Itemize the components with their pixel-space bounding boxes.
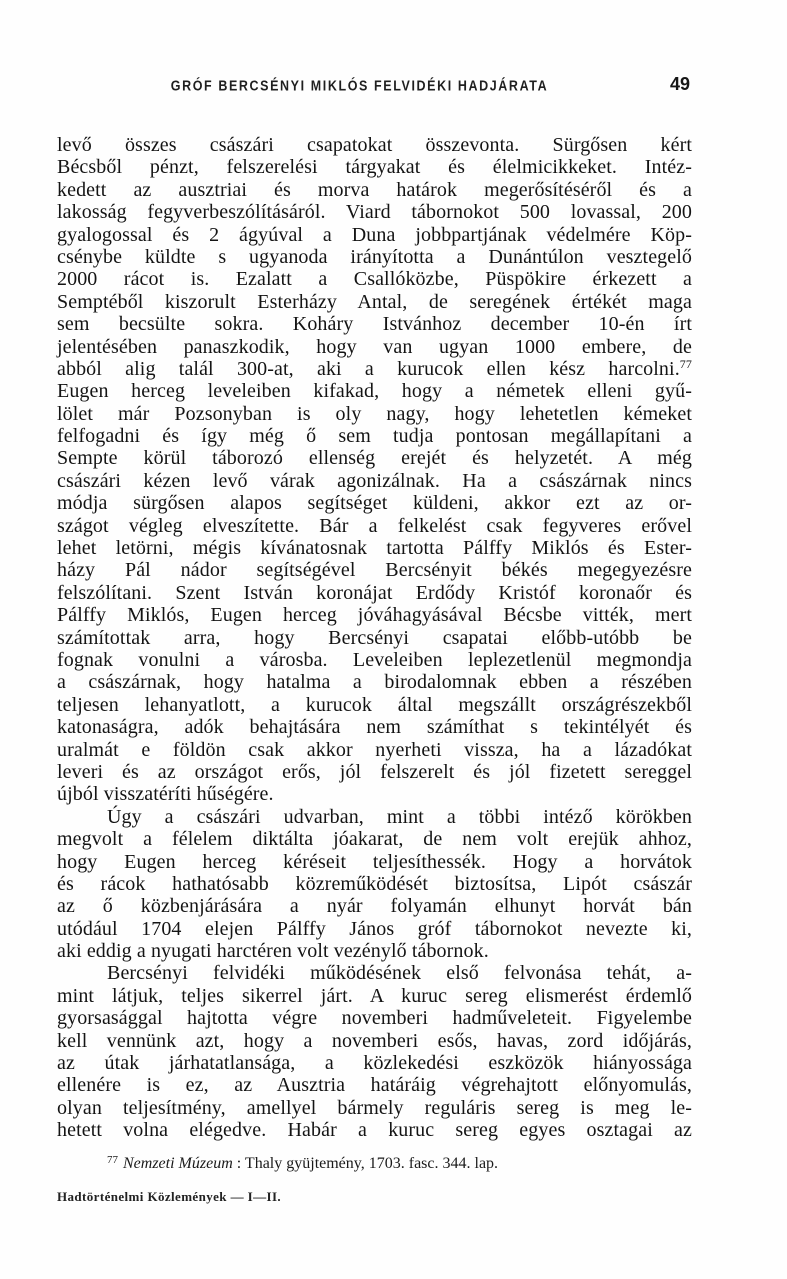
text-line: kell vennünk azt, hogy a novemberi esős, havas, zord időjárás, [57,1029,692,1052]
text-line: teljesen lehanyatlott, a kurucok által megszállt országrészekből [57,693,692,716]
text-line: Bécsből pénzt, felszerelési tárgyakat és élelmicikkeket. Intéz- [57,156,692,179]
footnote-source: Nemzeti Múzeum [123,1154,233,1172]
text-line: hetett volna elégedve. Habár a kuruc sereg egyes osztagai az [57,1119,692,1142]
text-line: fognak vonulni a városba. Leveleiben leplezetlenül megmondja [57,648,692,671]
text-line: felfogadni és így még ő sem tudja pontosan megállapítani a [57,425,692,448]
footnote-citation: : Thaly gyüjtemény, 1703. fasc. 344. lap. [232,1154,499,1172]
running-header [57,74,692,100]
text-line: utódául 1704 elejen Pálffy János gróf tábornokot nevezte ki, [57,917,692,940]
text-line: és rácok hathatósabb közreműködését biztosítsa, Lipót császár [57,872,692,895]
text-line: Semptéből kiszorult Esterházy Antal, de seregének értékét maga [57,290,692,313]
page-number: 49 [669,74,690,94]
text-line: a császárnak, hogy hatalma a birodalomnak ebben a részében [57,671,692,694]
text-line: az útak járhatatlansága, a közlekedési eszközök hiányossága [57,1052,692,1075]
footnote-reference: 77 [679,356,692,371]
text-line: lehet letörni, mégis kívánatosnak tartotta Pálffy Miklós és Ester- [57,537,692,560]
text-line: hogy Eugen herceg kéréseit teljesíthessék. Hogy a horvátok [57,850,692,873]
text-line: aki eddig a nyugati harctéren volt vezénylő tábornok. [57,940,489,963]
text-line: házy Pál nádor segítségével Bercsényit békés megegyezésre [57,559,692,582]
text-line: felszólítani. Szent István koronájat Erdődy Kristóf koronaőr és [57,581,692,604]
text-line: levő összes császári csapatokat összevonta. Sürgősen kért [57,134,692,156]
text-line: Sempte körül táborozó ellenség erejét és helyzetét. A még [57,447,692,470]
text-line: 2000 rácot is. Ezalatt a Csallóközbe, Püspökire érkezett a [57,268,692,291]
journal-signature: Hadtörténelmi Közlemények — I—II. [57,1188,282,1204]
footnote-marker: 77 [107,1153,118,1166]
text-line: Bercsényi felvidéki működésének első felvonása tehát, a- [107,962,692,985]
text-line: katonaságra, adók behajtására nem számíthat s tekintélyét és [57,716,692,739]
text-line: szágot végleg elveszítette. Bár a felkelést csak fegyveres erővel [57,514,692,537]
text-line: mint látjuk, teljes sikerrel járt. A kuruc sereg elismerést érdemlő [57,984,692,1007]
text-line: Pálffy Miklós, Eugen herceg jóváhagyásával Bécsbe vitték, mert [57,604,692,627]
text-line: sem becsülte sokra. Koháry Istvánhoz december 10-én írt [57,313,692,336]
text-line: számítottak arra, hogy Bercsényi csapatai előbb-utóbb be [57,626,692,649]
paragraph [57,806,692,963]
text-line: kedett az ausztriai és morva határok megerősítéséről és a [57,178,692,201]
text-line: gyorsasággal hajtotta végre novemberi hadműveleteit. Figyelembe [57,1007,692,1030]
text-line: gyalogossal és 2 ágyúval a Duna jobbpartjának védelmére Köp- [57,223,692,246]
footnote [57,1154,692,1173]
text-line: Eugen herceg leveleiben kifakad, hogy a németek elleni gyű- [57,380,692,403]
text-line: csénybe küldte s ugyanoda irányította a Dunántúlon vesztegelő [57,245,692,268]
text-line: abból alig talál 300-at, aki a kurucok ellen kész harcolni.$^{77}$ [57,356,692,380]
text-line: az ő közbenjárására a nyár folyamán elhunyt horvát bán [57,895,692,918]
text-line: jelentésében panaszkodik, hogy van ugyan 1000 embere, de [57,335,692,358]
text-line: megvolt a félelem diktálta jóakarat, de nem volt erejük ahhoz, [57,828,692,851]
text-line: módja sürgősen alapos segítséget küldeni, akkor ezt az or- [57,492,692,515]
body-text [57,134,692,1142]
text-line: Úgy a császári udvarban, mint a többi intéző körökben [107,805,692,828]
text-line: lakosság fegyverbeszólításáról. Viard tábornokot 500 lovassal, 200 [57,201,692,224]
text-line: újból visszatéríti hűségére. [57,783,274,806]
text-line: uralmát e földön csak akkor nyerheti vissza, ha a lázadókat [57,738,692,761]
text-line: császári kézen levő várak agonizálnak. Ha a császárnak nincs [57,469,692,492]
running-header-title: GRÓF BERCSÉNYI MIKLÓS FELVIDÉKI HADJÁRATA [170,78,549,95]
text-line: ellenére is ez, az Ausztria határáig végrehajtott előnyomulás, [57,1074,692,1097]
paragraph [57,134,692,806]
paragraph [57,962,692,1141]
text-line: lölet már Pozsonyban is oly nagy, hogy lehetetlen kémeket [57,402,692,425]
text-line: leveri és az országot erős, jól felszerelt és jól fizetett sereggel [57,760,692,783]
text-line: olyan teljesítmény, amellyel bármely reguláris sereg is meg le- [57,1096,692,1119]
